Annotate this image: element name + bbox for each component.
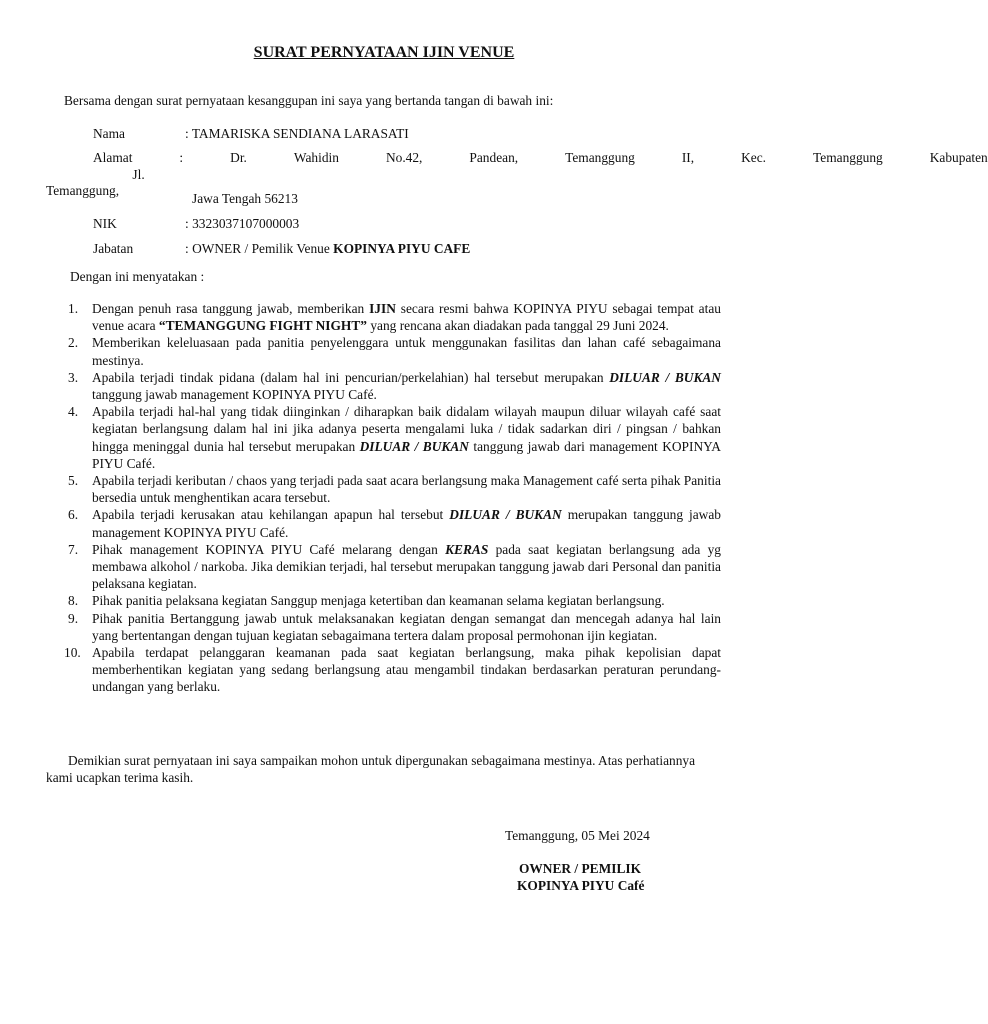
intro-text: Bersama dengan surat pernyataan kesanggupan ini saya yang bertanda tangan di bawah ini:	[64, 93, 554, 108]
declaration-intro: Dengan ini menyatakan :	[70, 269, 205, 284]
field-nik-value: : 3323037107000003	[185, 216, 300, 231]
document-title: SURAT PERNYATAAN IJIN VENUE	[253, 44, 515, 61]
closing-paragraph: Demikian surat pernyataan ini saya sampaikan mohon untuk dipergunakan sebagaimana mestinya. Atas perhatiannya kami ucapkan terima kasih.	[46, 753, 696, 785]
list-item: 2. Memberikan keleluasaan pada panitia penyelenggara untuk menggunakan fasilitas dan lahan café sebagaimana mestinya.	[68, 335, 721, 368]
list-item: 8. Pihak panitia pelaksana kegiatan Sanggup menjaga ketertiban dan keamanan selama kegiatan berlangsung.	[68, 593, 665, 609]
field-address-cont: Temanggung,	[46, 183, 120, 198]
field-address	[46, 150, 988, 200]
field-position-value: : OWNER / Pemilik Venue KOPINYA PIYU CAFE	[185, 241, 471, 256]
field-address-line2: Jawa Tengah 56213	[192, 191, 298, 206]
list-item: 7. Pihak management KOPINYA PIYU Café melarang dengan KERAS pada saat kegiatan berlangsung ada yg membawa alkohol / narkoba. Jika demikian terjadi, hal tersebut merupakan tanggung jawab dari Personal dan panitia pelaksana kegiatan.	[68, 541, 721, 592]
place-date: Temanggung, 05 Mei 2024	[505, 828, 650, 843]
list-item: 5. Apabila terjadi keributan / chaos yang terjadi pada saat acara berlangsung maka Management café serta pihak Panitia bersedia untuk menghentikan acara tersebut.	[68, 473, 721, 506]
address-word: Kabupaten	[929, 150, 988, 165]
list-item: 1. Dengan penuh rasa tanggung jawab, memberikan IJIN secara resmi bahwa KOPINYA PIYU sebagai tempat atau venue acara “TEMANGGUNG FIGHT NIGHT” yang rencana akan diadakan pada tanggal 29 Juni 2024.	[68, 301, 721, 334]
list-item: 9. Pihak panitia Bertanggung jawab untuk melaksanakan kegiatan dengan semangat dan mencegah adanya hal lain yang bertentangan dengan tujuan kegiatan sebagaimana tertera dalam proposal permohonan ijin kegiatan.	[68, 610, 721, 643]
field-position-label: Jabatan	[93, 241, 134, 256]
address-word: : Jl.	[132, 150, 184, 182]
signatory-title: OWNER / PEMILIK	[519, 861, 642, 876]
field-nik-label: NIK	[93, 216, 117, 231]
address-word: II,	[681, 150, 695, 165]
list-item: 6. Apabila terjadi kerusakan atau kehilangan apapun hal tersebut DILUAR / BUKAN merupakan tanggung jawab management KOPINYA PIYU Café.	[68, 507, 721, 540]
list-item: 4. Apabila terjadi hal-hal yang tidak diinginkan / diharapkan baik didalam wilayah maupun diluar wilayah café saat kegiatan berlangsung dalam hal ini jika adanya peserta mengalami luka / tidak sadarkan diri / pingsan / bahkan hingga meninggal dunia hal tersebut merupakan DILUAR / BUKAN tanggung jawab dari management KOPINYA PIYU Café.	[68, 404, 721, 471]
venue-name: KOPINYA PIYU CAFE	[333, 241, 471, 256]
field-name-label: Nama	[93, 126, 125, 141]
signatory-org: KOPINYA PIYU Café	[517, 878, 645, 893]
address-word: Pandean,	[469, 150, 519, 165]
address-word: No.42,	[385, 150, 423, 165]
list-item: 10. Apabila terdapat pelanggaran keamanan pada saat kegiatan berlangsung, maka pihak kepolisian dapat memberhentikan kegiatan yang sedang berlangsung atau mengambil tindakan berdasarkan peraturan perundang-undangan yang berlaku.	[64, 645, 721, 695]
field-name-value: : TAMARISKA SENDIANA LARASATI	[185, 126, 409, 141]
address-word: Temanggung	[813, 150, 883, 165]
declaration-list	[64, 300, 721, 696]
list-item: 3. Apabila terjadi tindak pidana (dalam hal ini pencurian/perkelahian) hal tersebut merupakan DILUAR / BUKAN tanggung jawab management KOPINYA PIYU Café.	[68, 369, 721, 403]
field-address-label: Alamat	[93, 150, 133, 165]
address-word: Kec.	[741, 150, 767, 165]
address-word: Wahidin	[293, 150, 339, 165]
address-word: Temanggung	[565, 150, 635, 165]
address-word: Dr.	[230, 150, 247, 165]
